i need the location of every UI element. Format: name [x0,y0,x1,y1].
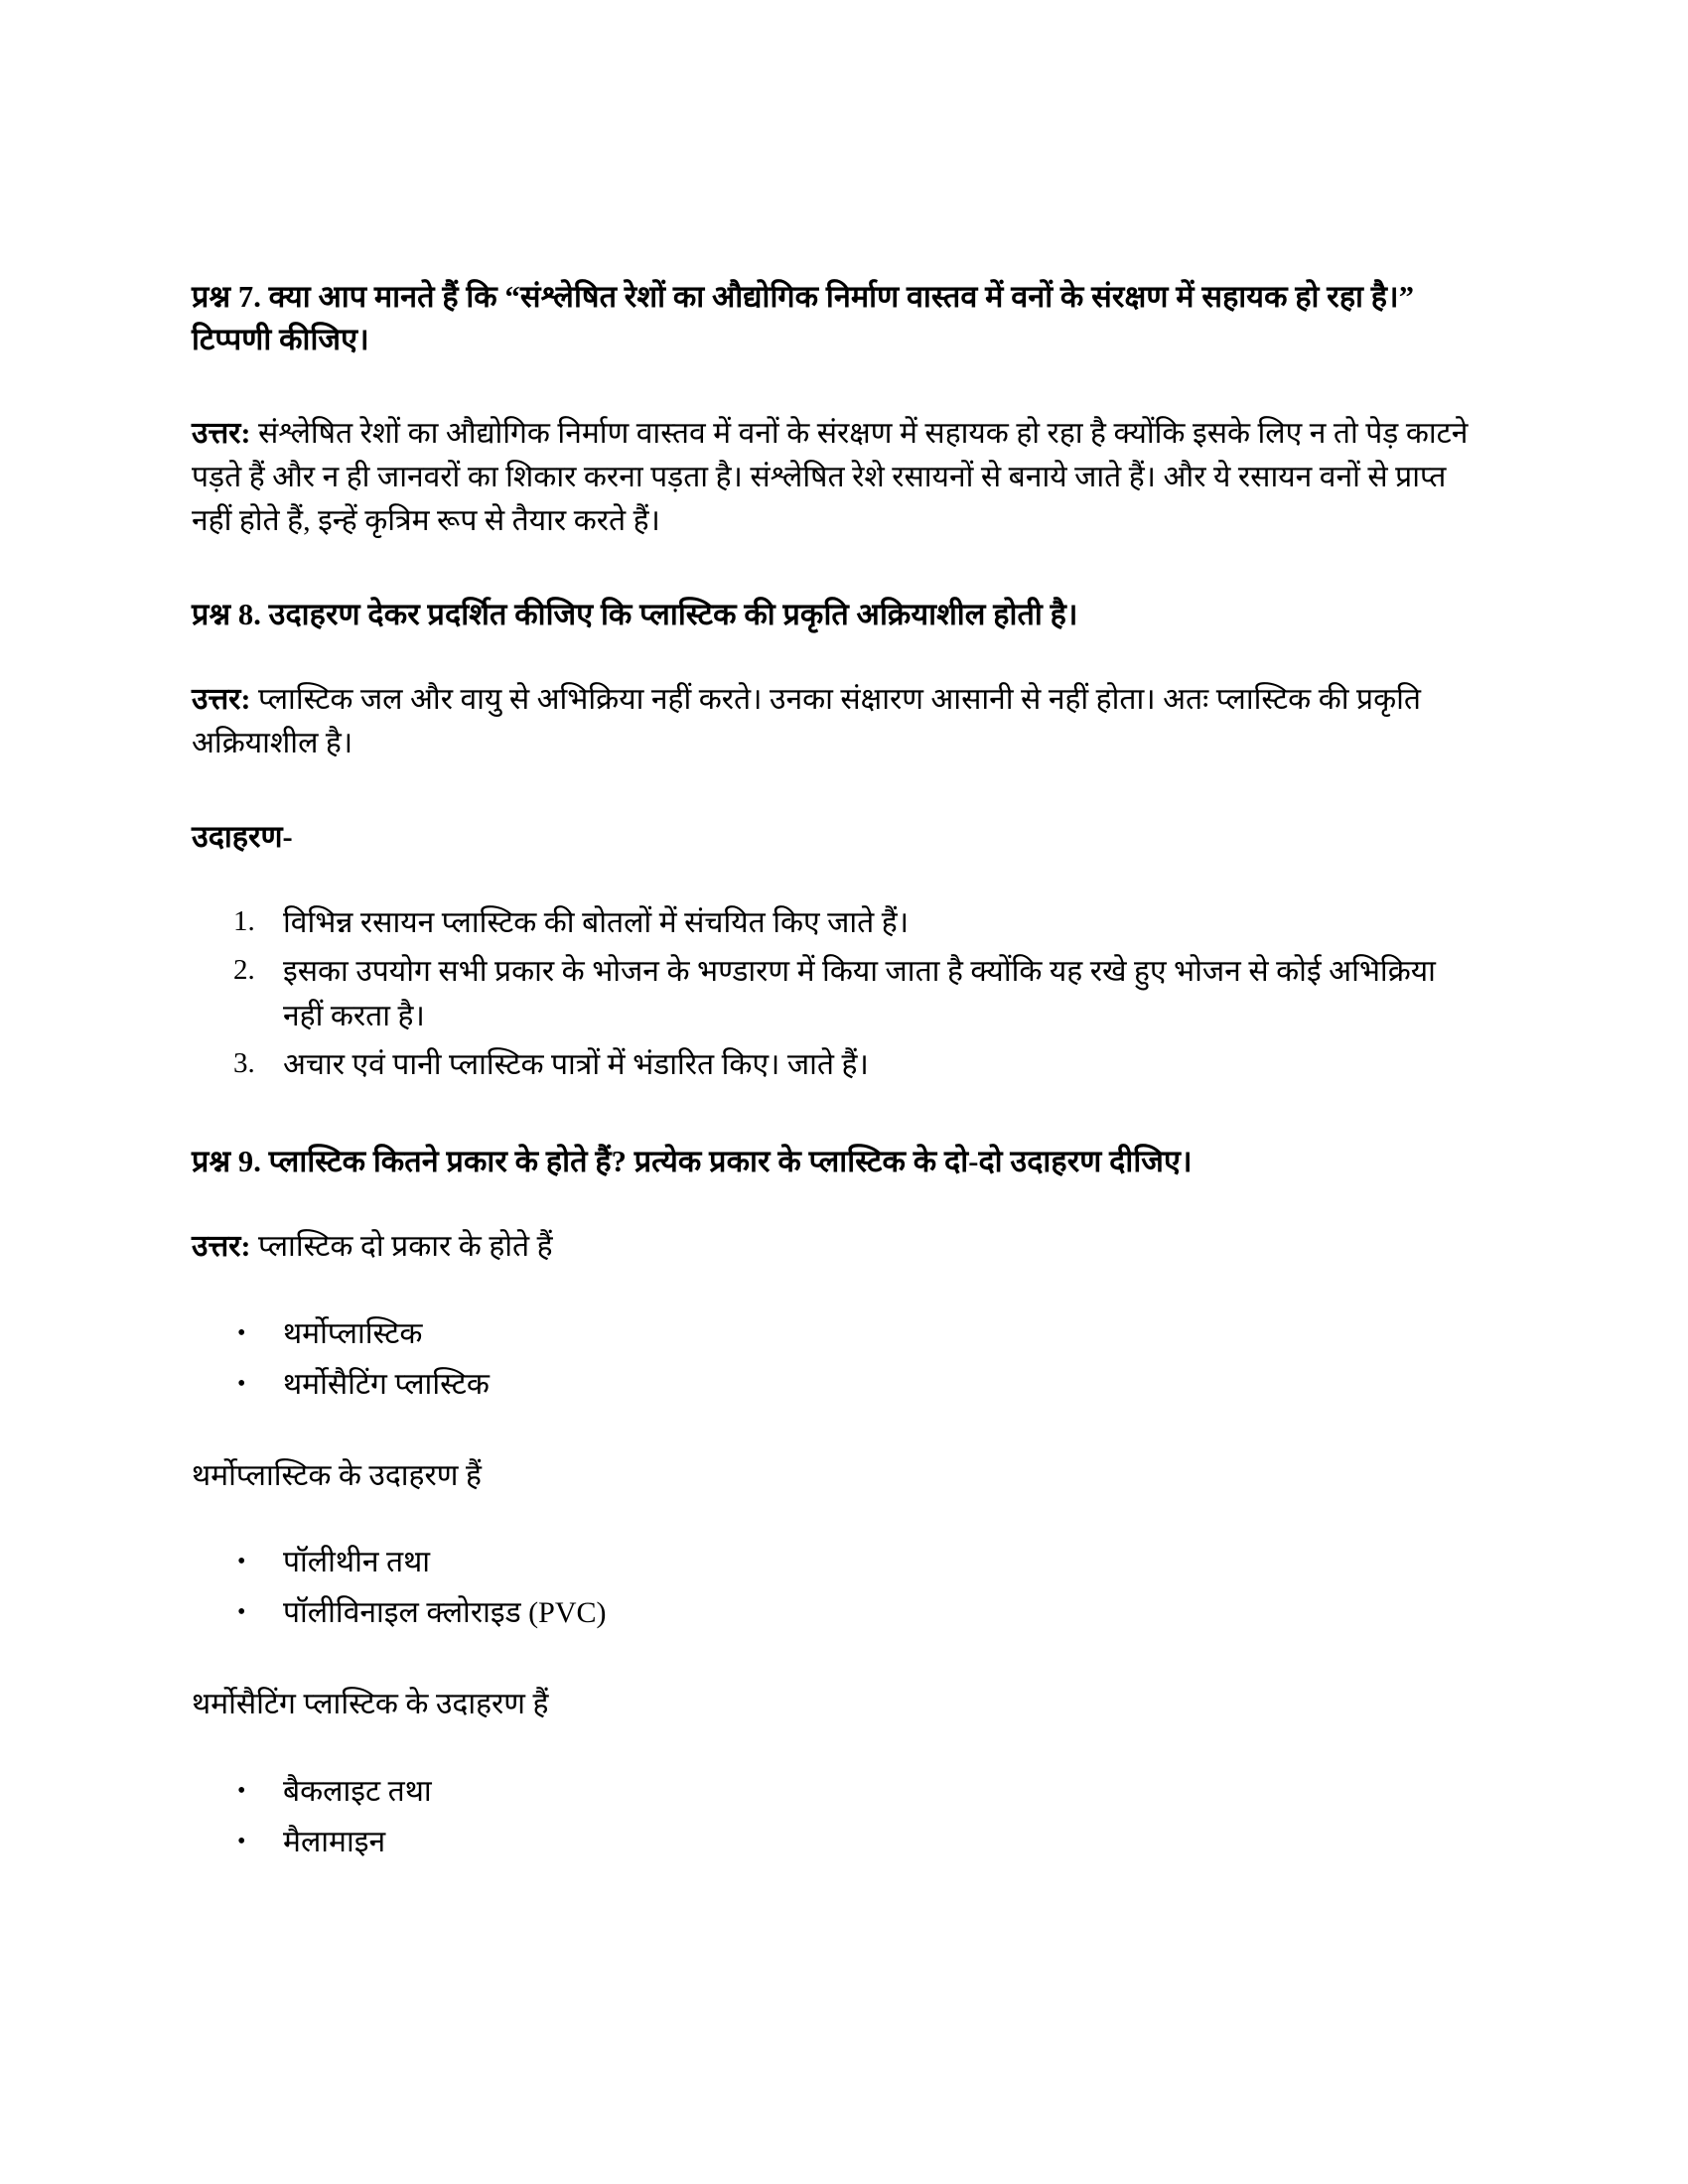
list-item-text: थर्मोसैटिंग प्लास्टिक [283,1367,490,1401]
answer-9-paragraph [192,1225,1473,1269]
bullet-icon: • [237,1549,246,1575]
answer-7-paragraph [192,412,1473,544]
list-item [192,1769,1473,1814]
list-item [192,1820,1473,1864]
spacer [192,1498,1473,1540]
bullet-icon: • [237,1599,246,1626]
list-item [192,1540,1473,1584]
list-item-text: थर्मोप्लास्टिक [283,1316,423,1350]
bullet-icon: • [237,1828,246,1854]
list-item-text: मैलामाइन [283,1825,386,1858]
list-item-text: बैकलाइट तथा [283,1774,432,1808]
answer-8-paragraph [192,678,1473,766]
examples-heading: उदाहरण- [192,819,293,854]
answer-7-label: उत्तर: [192,416,251,450]
spacer [192,1727,1473,1769]
spacer [192,544,1473,594]
answer-8-label: उत्तर: [192,683,251,717]
list-marker: 2. [233,954,255,987]
spacer [192,1641,1473,1683]
spacer [192,1270,1473,1311]
document-content [192,276,1473,1870]
spacer [192,766,1473,816]
answer-9-body: प्लास्टिक दो प्रकार के होते हैं [250,1230,553,1264]
list-item [192,949,1473,1038]
list-item-text: अचार एवं पानी प्लास्टिक पात्रों में भंडारित किए। जाते हैं। [283,1048,869,1082]
answer-9-label: उत्तर: [192,1230,251,1264]
answer-8-body: प्लास्टिक जल और वायु से अभिक्रिया नहीं करते। उनका संक्षारण आसानी से नहीं होता। अतः प्लास्टिक की प्रकृति अक्रियाशील है। [192,683,1421,760]
list-item-text: इसका उपयोग सभी प्रकार के भोजन के भण्डारण में किया जाता है क्योंकि यह रखे हुए भोजन से कोई अभिक्रिया नहीं करता है। [283,955,1436,1033]
list-marker: 3. [233,1047,255,1080]
answer-7-body: संश्लेषित रेशों का औद्योगिक निर्माण वास्तव में वनों के संरक्षण में सहायक हो रहा है क्योंकि इसके लिए न तो पेड़ काटने पड़ते हैं और न ही जानवरों का शिकार करना पड़ता है। संश्लेषित रेशे रसायनों से बनाये जाते हैं। और ये रसायन वनों से प्राप्त नहीं होते हैं, इन्हें कृत्रिम रूप से तैयार करते हैं। [192,416,1469,538]
bullet-icon: • [237,1777,246,1804]
list-item [192,1311,1473,1356]
list-item [192,1042,1473,1087]
bullet-icon: • [237,1370,246,1397]
question-8-heading: प्रश्न 8. उदाहरण देकर प्रदर्शित कीजिए कि प्लास्टिक की प्रकृति अक्रियाशील होती है। [192,597,1078,631]
spacer [192,859,1473,900]
list-item [192,900,1473,945]
list-item [192,1362,1473,1407]
thermosetting-examples-intro: थर्मोसैटिंग प्लास्टिक के उदाहरण हैं [192,1688,549,1721]
list-item-text: पॉलीथीन तथा [283,1546,431,1579]
spacer [192,636,1473,678]
list-item-text: विभिन्न रसायन प्लास्टिक की बोतलों में संचयित किए जाते हैं। [283,906,910,940]
question-9-heading: प्रश्न 9. प्लास्टिक कितने प्रकार के होते हैं? प्रत्येक प्रकार के प्लास्टिक के दो-दो उदाहरण दीजिए। [192,1145,1193,1179]
spacer [192,362,1473,412]
list-item [192,1590,1473,1635]
spacer [192,1413,1473,1454]
list-marker: 1. [233,905,255,938]
bullet-icon: • [237,1319,246,1346]
thermosetting-examples-list [192,1769,1473,1864]
thermoplastic-examples-list [192,1540,1473,1635]
list-item-text: पॉलीविनाइल क्लोराइड (PVC) [283,1596,607,1630]
spacer [192,1091,1473,1141]
examples-ordered-list [192,900,1473,1087]
thermoplastic-examples-intro: थर्मोप्लास्टिक के उदाहरण हैं [192,1458,482,1492]
spacer [192,1183,1473,1225]
question-7-heading: प्रश्न 7. क्या आप मानते हैं कि “संश्लेषित रेशों का औद्योगिक निर्माण वास्तव में वनों के संरक्षण में सहायक हो रहा है।” टिप्पणी कीजिए। [192,280,1415,357]
plastic-types-list [192,1311,1473,1407]
